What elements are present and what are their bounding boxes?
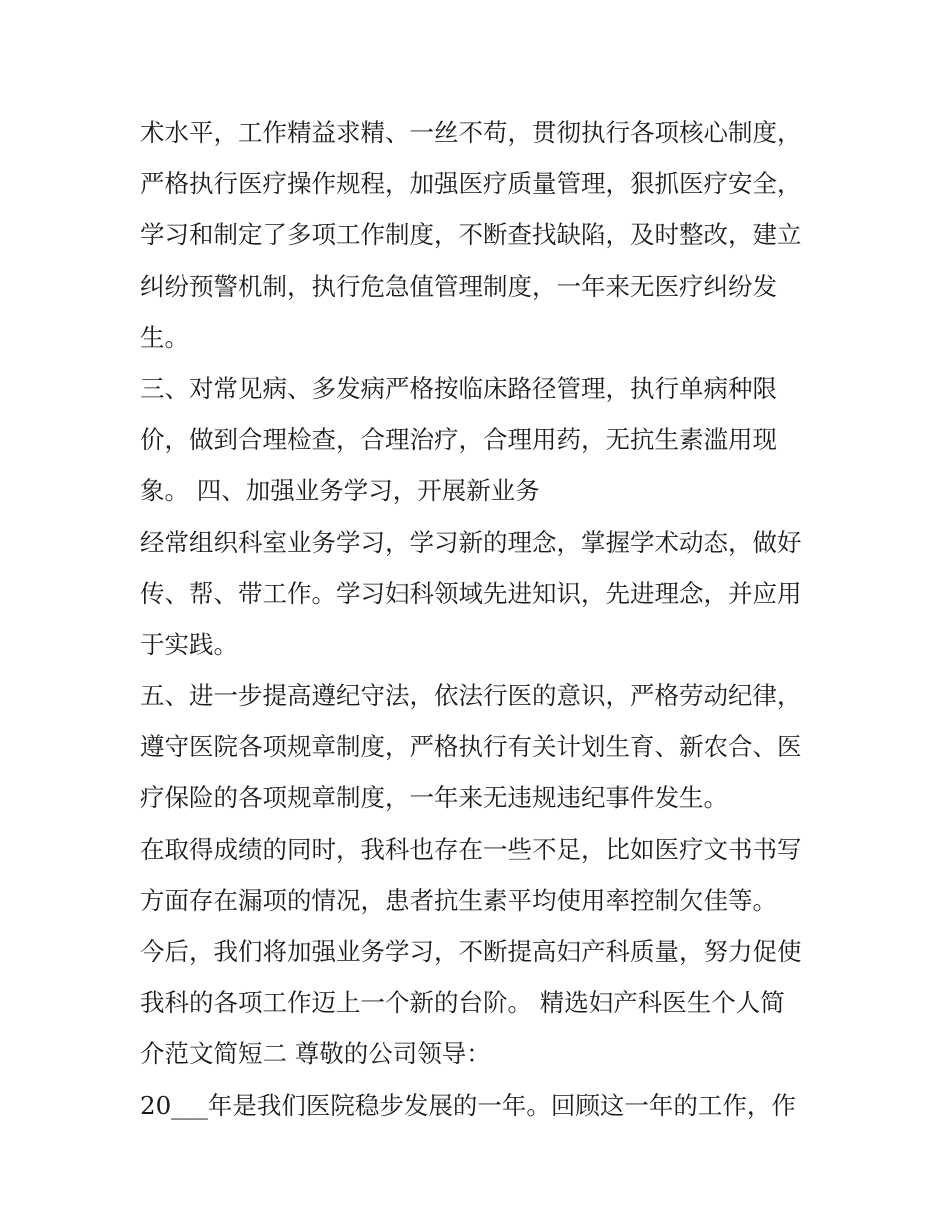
text-line: 象。 四、加强业务学习，开展新业务 [140,476,540,506]
text-line: 我科的各项工作迈上一个新的台阶。 精选妇产科医生个人简 [140,988,785,1018]
text-line: 三、对常见病、多发病严格按临床路径管理，执行单病种限 [140,373,777,403]
text-line: 传、帮、带工作。学习妇科领域先进知识，先进理念，并应用 [140,578,802,608]
text-line: 五、进一步提高遵纪守法，依法行医的意识，严格劳动纪律， [140,681,802,711]
text-line: 介范文简短二 尊敬的公司领导： [140,1039,491,1069]
text-line: 今后，我们将加强业务学习，不断提高妇产科质量，努力促使 [140,937,802,966]
text-line: 方面存在漏项的情况，患者抗生素平均使用率控制欠佳等。 [140,885,777,915]
text-line: 在取得成绩的同时，我科也存在一些不足，比如医疗文书书写 [140,834,802,864]
text-line: 生。 [140,322,189,352]
text-line: 术水平，工作精益求精、一丝不苟，贯彻执行各项核心制度， [140,118,802,147]
text-line: 疗保险的各项规章制度，一年来无违规违纪事件发生。 [140,783,728,813]
text-line: 价，做到合理检查，合理治疗，合理用药，无抗生素滥用现 [140,425,777,455]
text-line: 20___年是我们医院稳步发展的一年。回顾这一年的工作，作 [140,1090,796,1120]
text-line: 遵守医院各项规章制度，严格执行有关计划生育、新农合、医 [140,732,802,762]
text-line: 严格执行医疗操作规程，加强医疗质量管理，狠抓医疗安全， [140,169,802,199]
text-line: 纠纷预警机制，执行危急值管理制度，一年来无医疗纠纷发 [140,271,777,301]
document-body [140,107,820,1131]
text-line: 于实践。 [140,629,238,659]
text-line: 经常组织科室业务学习，学习新的理念，掌握学术动态，做好 [140,527,802,557]
text-line: 学习和制定了多项工作制度，不断查找缺陷，及时整改，建立 [140,220,802,250]
